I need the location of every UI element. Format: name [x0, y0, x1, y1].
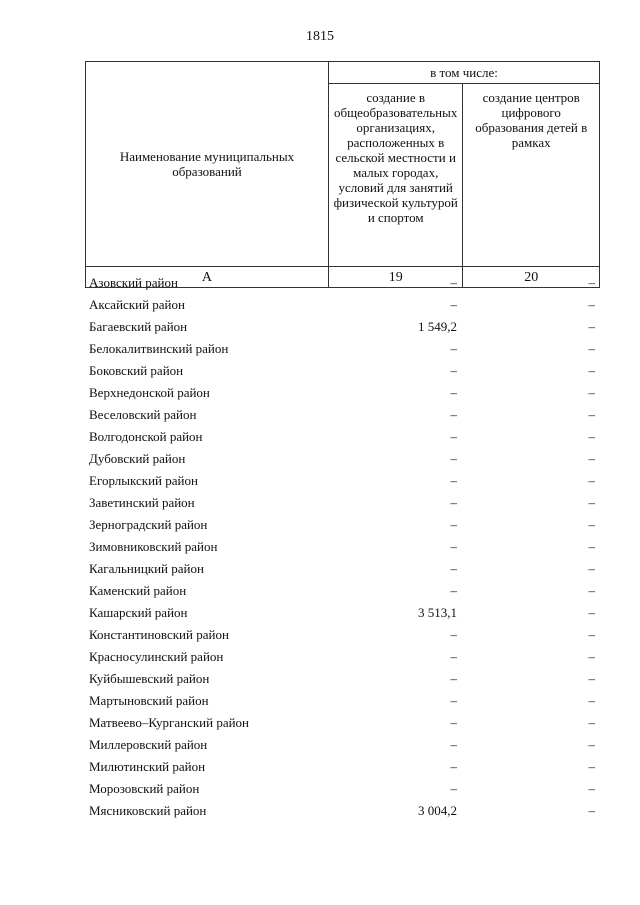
table-row	[85, 558, 600, 580]
header-col19-text: создание в общеобразовательных организациях, расположенных в сельской местности и малых городах, условий для занятий физической культурой и спортом	[333, 90, 458, 225]
table-row	[85, 668, 600, 690]
value-col-19: –	[450, 407, 457, 422]
municipality-name: Мартыновский район	[89, 693, 209, 708]
table-row	[85, 690, 600, 712]
header-col20-desc	[463, 84, 600, 267]
value-col-20: –	[588, 539, 595, 554]
value-col-20: –	[588, 407, 595, 422]
table-row	[85, 492, 600, 514]
municipality-name: Мясниковский район	[89, 803, 207, 818]
municipality-name: Багаевский район	[89, 319, 188, 334]
municipality-name: Каменский район	[89, 583, 187, 598]
value-col-20: –	[588, 275, 595, 290]
municipality-name: Волгодонской район	[89, 429, 203, 444]
value-col-20: –	[588, 781, 595, 796]
value-col-20: –	[588, 473, 595, 488]
table-header	[85, 61, 600, 288]
value-col-19: –	[450, 737, 457, 752]
value-col-20: –	[588, 759, 595, 774]
municipality-name: Дубовский район	[89, 451, 186, 466]
table-row	[85, 800, 600, 822]
value-col-20: –	[588, 363, 595, 378]
municipality-name: Заветинский район	[89, 495, 195, 510]
table-row	[85, 514, 600, 536]
value-col-19: –	[450, 539, 457, 554]
value-col-19: 3 513,1	[418, 605, 457, 620]
table-row	[85, 778, 600, 800]
value-col-19: –	[450, 495, 457, 510]
value-col-19: –	[450, 341, 457, 356]
header-col20-text: создание центров цифрового образования детей в рамках	[475, 90, 588, 150]
table-row	[85, 470, 600, 492]
table-row	[85, 646, 600, 668]
table-row	[85, 382, 600, 404]
value-col-19: –	[450, 297, 457, 312]
municipality-name: Красносулинский район	[89, 649, 224, 664]
value-col-20: –	[588, 297, 595, 312]
page-number: 1815	[306, 29, 334, 44]
municipality-name: Куйбышевский район	[89, 671, 210, 686]
value-col-19: –	[450, 517, 457, 532]
table-body	[85, 272, 600, 822]
value-col-19: –	[450, 583, 457, 598]
table-row	[85, 536, 600, 558]
header-group-label: в том числе:	[328, 62, 599, 84]
value-col-20: –	[588, 517, 595, 532]
value-col-20: –	[588, 561, 595, 576]
value-col-19: 1 549,2	[418, 319, 457, 334]
table-row	[85, 338, 600, 360]
value-col-19: –	[450, 781, 457, 796]
value-col-20: –	[588, 319, 595, 334]
municipality-name: Зерноградский район	[89, 517, 208, 532]
value-col-20: –	[588, 583, 595, 598]
municipality-name: Кагальницкий район	[89, 561, 204, 576]
municipality-name: Матвеево–Курганский район	[89, 715, 250, 730]
municipality-name: Азовский район	[89, 275, 178, 290]
municipality-name: Милютинский район	[89, 759, 206, 774]
value-col-20: –	[588, 451, 595, 466]
table-row	[85, 272, 600, 294]
value-col-20: –	[588, 627, 595, 642]
municipality-name: Верхнедонской район	[89, 385, 210, 400]
value-col-19: 3 004,2	[418, 803, 457, 818]
municipality-name: Константиновский район	[89, 627, 229, 642]
value-col-19: –	[450, 451, 457, 466]
table-row	[85, 734, 600, 756]
header-col19-desc	[328, 84, 463, 267]
header-name-column	[86, 62, 329, 267]
value-col-19: –	[450, 759, 457, 774]
municipality-name: Веселовский район	[89, 407, 197, 422]
municipality-name: Кашарский район	[89, 605, 188, 620]
value-col-20: –	[588, 715, 595, 730]
table-row	[85, 448, 600, 470]
municipality-name: Морозовский район	[89, 781, 200, 796]
value-col-19: –	[450, 561, 457, 576]
table-row	[85, 360, 600, 382]
value-col-19: –	[450, 715, 457, 730]
value-col-20: –	[588, 737, 595, 752]
municipality-name: Егорлыкский район	[89, 473, 198, 488]
value-col-19: –	[450, 671, 457, 686]
header-num-19: 19	[328, 267, 463, 288]
value-col-20: –	[588, 341, 595, 356]
value-col-19: –	[450, 693, 457, 708]
value-col-19: –	[450, 363, 457, 378]
value-col-19: –	[450, 429, 457, 444]
table-row	[85, 294, 600, 316]
table-row	[85, 580, 600, 602]
table-row	[85, 602, 600, 624]
value-col-19: –	[450, 649, 457, 664]
value-col-19: –	[450, 473, 457, 488]
value-col-20: –	[588, 605, 595, 620]
table-row	[85, 712, 600, 734]
value-col-20: –	[588, 649, 595, 664]
municipality-name: Аксайский район	[89, 297, 185, 312]
table-row	[85, 426, 600, 448]
table-row	[85, 624, 600, 646]
value-col-20: –	[588, 803, 595, 818]
value-col-20: –	[588, 385, 595, 400]
header-letter-a: А	[86, 267, 329, 288]
header-num-20: 20	[463, 267, 600, 288]
value-col-20: –	[588, 693, 595, 708]
municipality-name: Зимовниковский район	[89, 539, 218, 554]
value-col-19: –	[450, 627, 457, 642]
table-row	[85, 756, 600, 778]
municipality-name: Боковский район	[89, 363, 184, 378]
value-col-19: –	[450, 275, 457, 290]
header-name-text: Наименование муниципальных образований	[119, 149, 295, 179]
value-col-19: –	[450, 385, 457, 400]
value-col-20: –	[588, 495, 595, 510]
municipality-name: Белокалитвинский район	[89, 341, 229, 356]
value-col-20: –	[588, 429, 595, 444]
municipality-name: Миллеровский район	[89, 737, 208, 752]
table-row	[85, 316, 600, 338]
table-row	[85, 404, 600, 426]
value-col-20: –	[588, 671, 595, 686]
